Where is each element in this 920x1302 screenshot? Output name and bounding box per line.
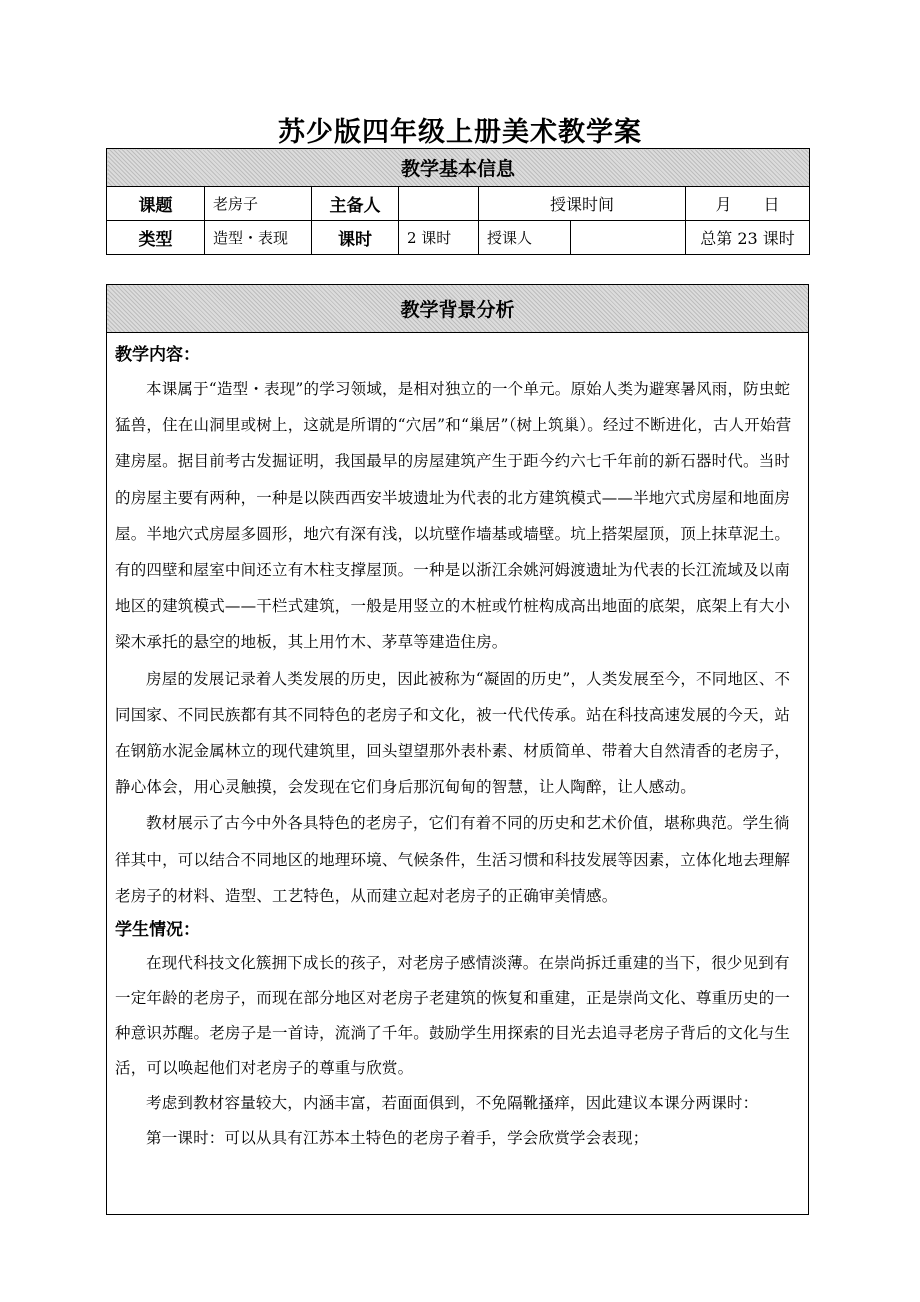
student-paragraph: 第一课时：可以从具有江苏本土特色的老房子着手，学会欣赏学会表现； xyxy=(146,1129,649,1148)
topic-value: 老房子 xyxy=(205,187,312,221)
content-heading: 教学内容： xyxy=(115,345,200,365)
hours-value: 2 课时 xyxy=(399,221,479,255)
document-title: 苏少版四年级上册美术教学案 xyxy=(278,117,642,148)
background-analysis-header: 教学背景分析 xyxy=(107,285,809,333)
student-paragraph: 考虑到教材容量较大，内涵丰富，若面面俱到，不免隔靴搔痒，因此建议本课分两课时： xyxy=(146,1094,759,1113)
hours-label: 课时 xyxy=(312,221,399,255)
preparer-label: 主备人 xyxy=(312,187,399,221)
content-paragraph: 教材展示了古今中外各具特色的老房子，它们有着不同的历史和艺术价值，堪称典范。学生徜徉其中，可以结合不同地区的地理环境、气候条件，生活习惯和科技发展等因素，立体化地去理解老房子的材料、造型、工艺特色，从而建立起对老房子的正确审美情感。 xyxy=(115,814,791,905)
content-paragraph: 房屋的发展记录着人类发展的历史，因此被称为“凝固的历史”，人类发展至今，不同地区、不同国家、不同民族都有其不同特色的老房子和文化，被一代代传承。站在科技高速发展的今天，站在钢筋水泥金属林立的现代建筑里，回头望望那外表朴素、材质简单、带着大自然清香的老房子，静心体会，用心灵触摸，会发现在它们身后那沉甸甸的智慧，让人陶醉，让人感动。 xyxy=(115,669,791,797)
background-analysis-content xyxy=(107,333,809,1215)
class-time-label: 授课时间 xyxy=(479,187,686,221)
teacher-value xyxy=(571,221,686,255)
type-value: 造型・表现 xyxy=(205,221,312,255)
type-label: 类型 xyxy=(107,221,205,255)
content-paragraph: 本课属于“造型・表现”的学习领域，是相对独立的一个单元。原始人类为避寒暑风雨，防虫蛇猛兽，住在山洞里或树上，这就是所谓的“穴居”和“巢居”（树上筑巢）。经过不断进化，古人开始营建房屋。据目前考古发掘证明，我国最早的房屋建筑产生于距今约六七千年前的新石器时代。当时的房屋主要有两种，一种是以陕西西安半坡遗址为代表的北方建筑模式——半地穴式房屋和地面房屋。半地穴式房屋多圆形，地穴有深有浅，以坑壁作墙基或墙壁。坑上搭架屋顶，顶上抹草泥土。有的四壁和屋室中间还立有木柱支撑屋顶。一种是以浙江余姚河姆渡遗址为代表的长江流域及以南地区的建筑模式——干栏式建筑，一般是用竖立的木桩或竹桩构成高出地面的底架，底架上有大小梁木承托的悬空的地板，其上用竹木、茅草等建造住房。 xyxy=(115,380,792,652)
basic-info-table xyxy=(106,148,810,255)
total-lesson-value: 总第 23 课时 xyxy=(686,221,810,255)
teacher-label: 授课人 xyxy=(479,221,571,255)
student-heading: 学生情况： xyxy=(115,920,200,941)
background-analysis-table xyxy=(106,284,809,1215)
student-paragraph: 在现代科技文化簇拥下成长的孩子，对老房子感情淡薄。在崇尚拆迁重建的当下，很少见到有一定年龄的老房子，而现在部分地区对老房子老建筑的恢复和重建，正是崇尚文化、尊重历史的一种意识苏醒。老房子是一首诗，流淌了千年。鼓励学生用探索的目光去追寻老房子背后的文化与生活，可以唤起他们对老房子的尊重与欣赏。 xyxy=(115,954,791,1078)
basic-info-header: 教学基本信息 xyxy=(107,149,810,187)
class-date-value: 月 日 xyxy=(686,187,810,221)
preparer-value xyxy=(399,187,479,221)
topic-label: 课题 xyxy=(107,187,205,221)
